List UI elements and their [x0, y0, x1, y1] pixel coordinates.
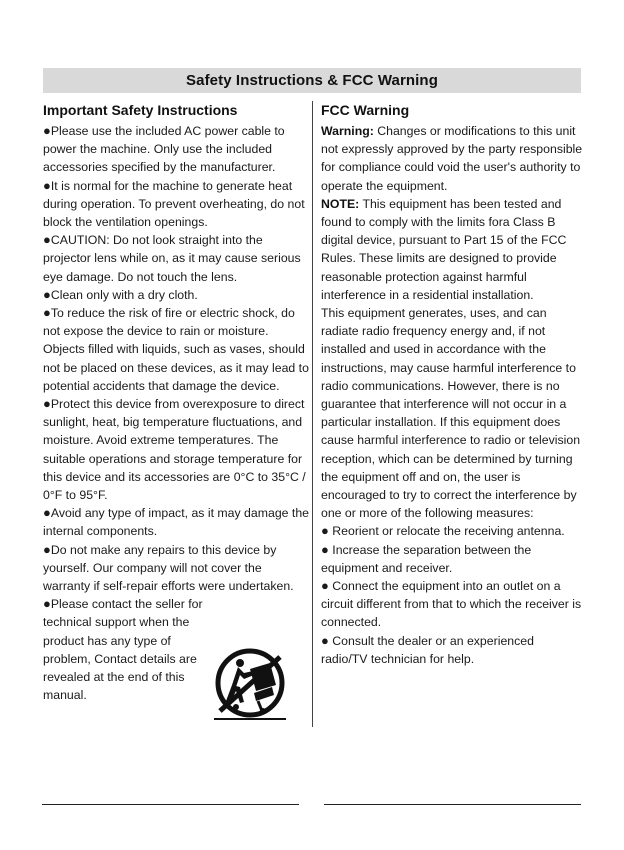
bullet-icon: ●	[43, 596, 51, 612]
bullet-icon: ●	[321, 541, 329, 557]
safety-item: ●To reduce the risk of fire or electric shock, do not expose the device to rain or moisture. Objects filled with liquids, such as vases, should not be placed on these devices, as it may lead to potential accidents that damage the device.	[43, 305, 309, 393]
fcc-body-paragraph: This equipment generates, uses, and can radiate radio frequency energy and, if not installed and used in accordance with the instructions, may cause harmful interference to radio communications. However, there is no guarantee that interference will not occur in a particular installation. If this equipment does cause harmful interference to radio or television reception, which can be determined by turning the equipment off and on, the user is encouraged to try to correct the interference by one or more of the following measures:	[321, 306, 581, 521]
safety-item: ●Protect this device from overexposure to direct sunlight, heat, big temperature fluctuations, and moisture. Avoid extreme temperatures. The suitable operations and storage temperature for this device and its accessories are 0°C to 35°C / 0°F to 95°F.	[43, 396, 306, 503]
bullet-icon: ●	[43, 232, 51, 248]
fcc-heading: FCC Warning	[321, 102, 410, 118]
safety-instructions-column	[43, 101, 311, 705]
bullet-icon: ●	[43, 541, 51, 557]
bullet-icon: ●	[43, 396, 51, 412]
note-label: NOTE:	[321, 196, 360, 211]
bullet-icon: ●	[43, 505, 51, 521]
safety-item: ●CAUTION: Do not look straight into the projector lens while on, as it may cause serious eye damage. Do not touch the lens.	[43, 232, 301, 284]
safety-heading: Important Safety Instructions	[43, 102, 238, 118]
fcc-measure: ● Connect the equipment into an outlet on a circuit different from that to which the receiver is connected.	[321, 578, 582, 630]
safety-item: ●Clean only with a dry cloth.	[43, 286, 198, 302]
fcc-warning-column	[321, 101, 583, 668]
safety-item: ●Please use the included AC power cable to power the machine. Only use the included accessories specified by the manufacturer.	[43, 123, 285, 175]
safety-item: ●Please contact the seller for technical support when the product has any type of problem, Contact details are revealed at the end of this manual.	[43, 596, 203, 703]
bullet-icon: ●	[321, 632, 329, 648]
fcc-note-paragraph: NOTE: This equipment has been tested and found to comply with the limits fora Class B digital device, pursuant to Part 15 of the FCC Rules. These limits are designed to provide reasonable protection against harmful interference in a residential installation.	[321, 196, 567, 302]
bullet-icon: ●	[43, 305, 51, 321]
fcc-measure: ● Reorient or relocate the receiving antenna.	[321, 523, 565, 539]
bullet-icon: ●	[43, 177, 51, 193]
footer-rule-right	[324, 804, 581, 805]
fcc-warning-paragraph: Warning: Changes or modifications to this unit not expressly approved by the party responsible for compliance could void the user's authority to operate the equipment.	[321, 124, 583, 193]
footer-rule-left	[42, 804, 299, 805]
cart-tip-over-warning-icon	[210, 645, 288, 727]
column-divider	[312, 101, 313, 727]
bullet-icon: ●	[321, 578, 329, 594]
fcc-measure: ● Increase the separation between the equipment and receiver.	[321, 541, 532, 575]
page-title: Safety Instructions & FCC Warning	[186, 72, 438, 89]
safety-item: ●Avoid any type of impact, as it may damage the internal components.	[43, 505, 310, 539]
warning-label: Warning:	[321, 124, 374, 138]
fcc-measure: ● Consult the dealer or an experienced radio/TV technician for help.	[321, 632, 534, 666]
bullet-icon: ●	[43, 123, 51, 138]
safety-item: ●Do not make any repairs to this device by yourself. Our company will not cover the warranty if self-repair efforts were undertaken.	[43, 541, 294, 594]
bullet-icon: ●	[43, 286, 51, 302]
title-bar	[43, 68, 581, 93]
bullet-icon: ●	[321, 523, 329, 539]
safety-item: ●It is normal for the machine to generate heat during operation. To prevent overheating, do not block the ventilation openings.	[43, 177, 305, 230]
